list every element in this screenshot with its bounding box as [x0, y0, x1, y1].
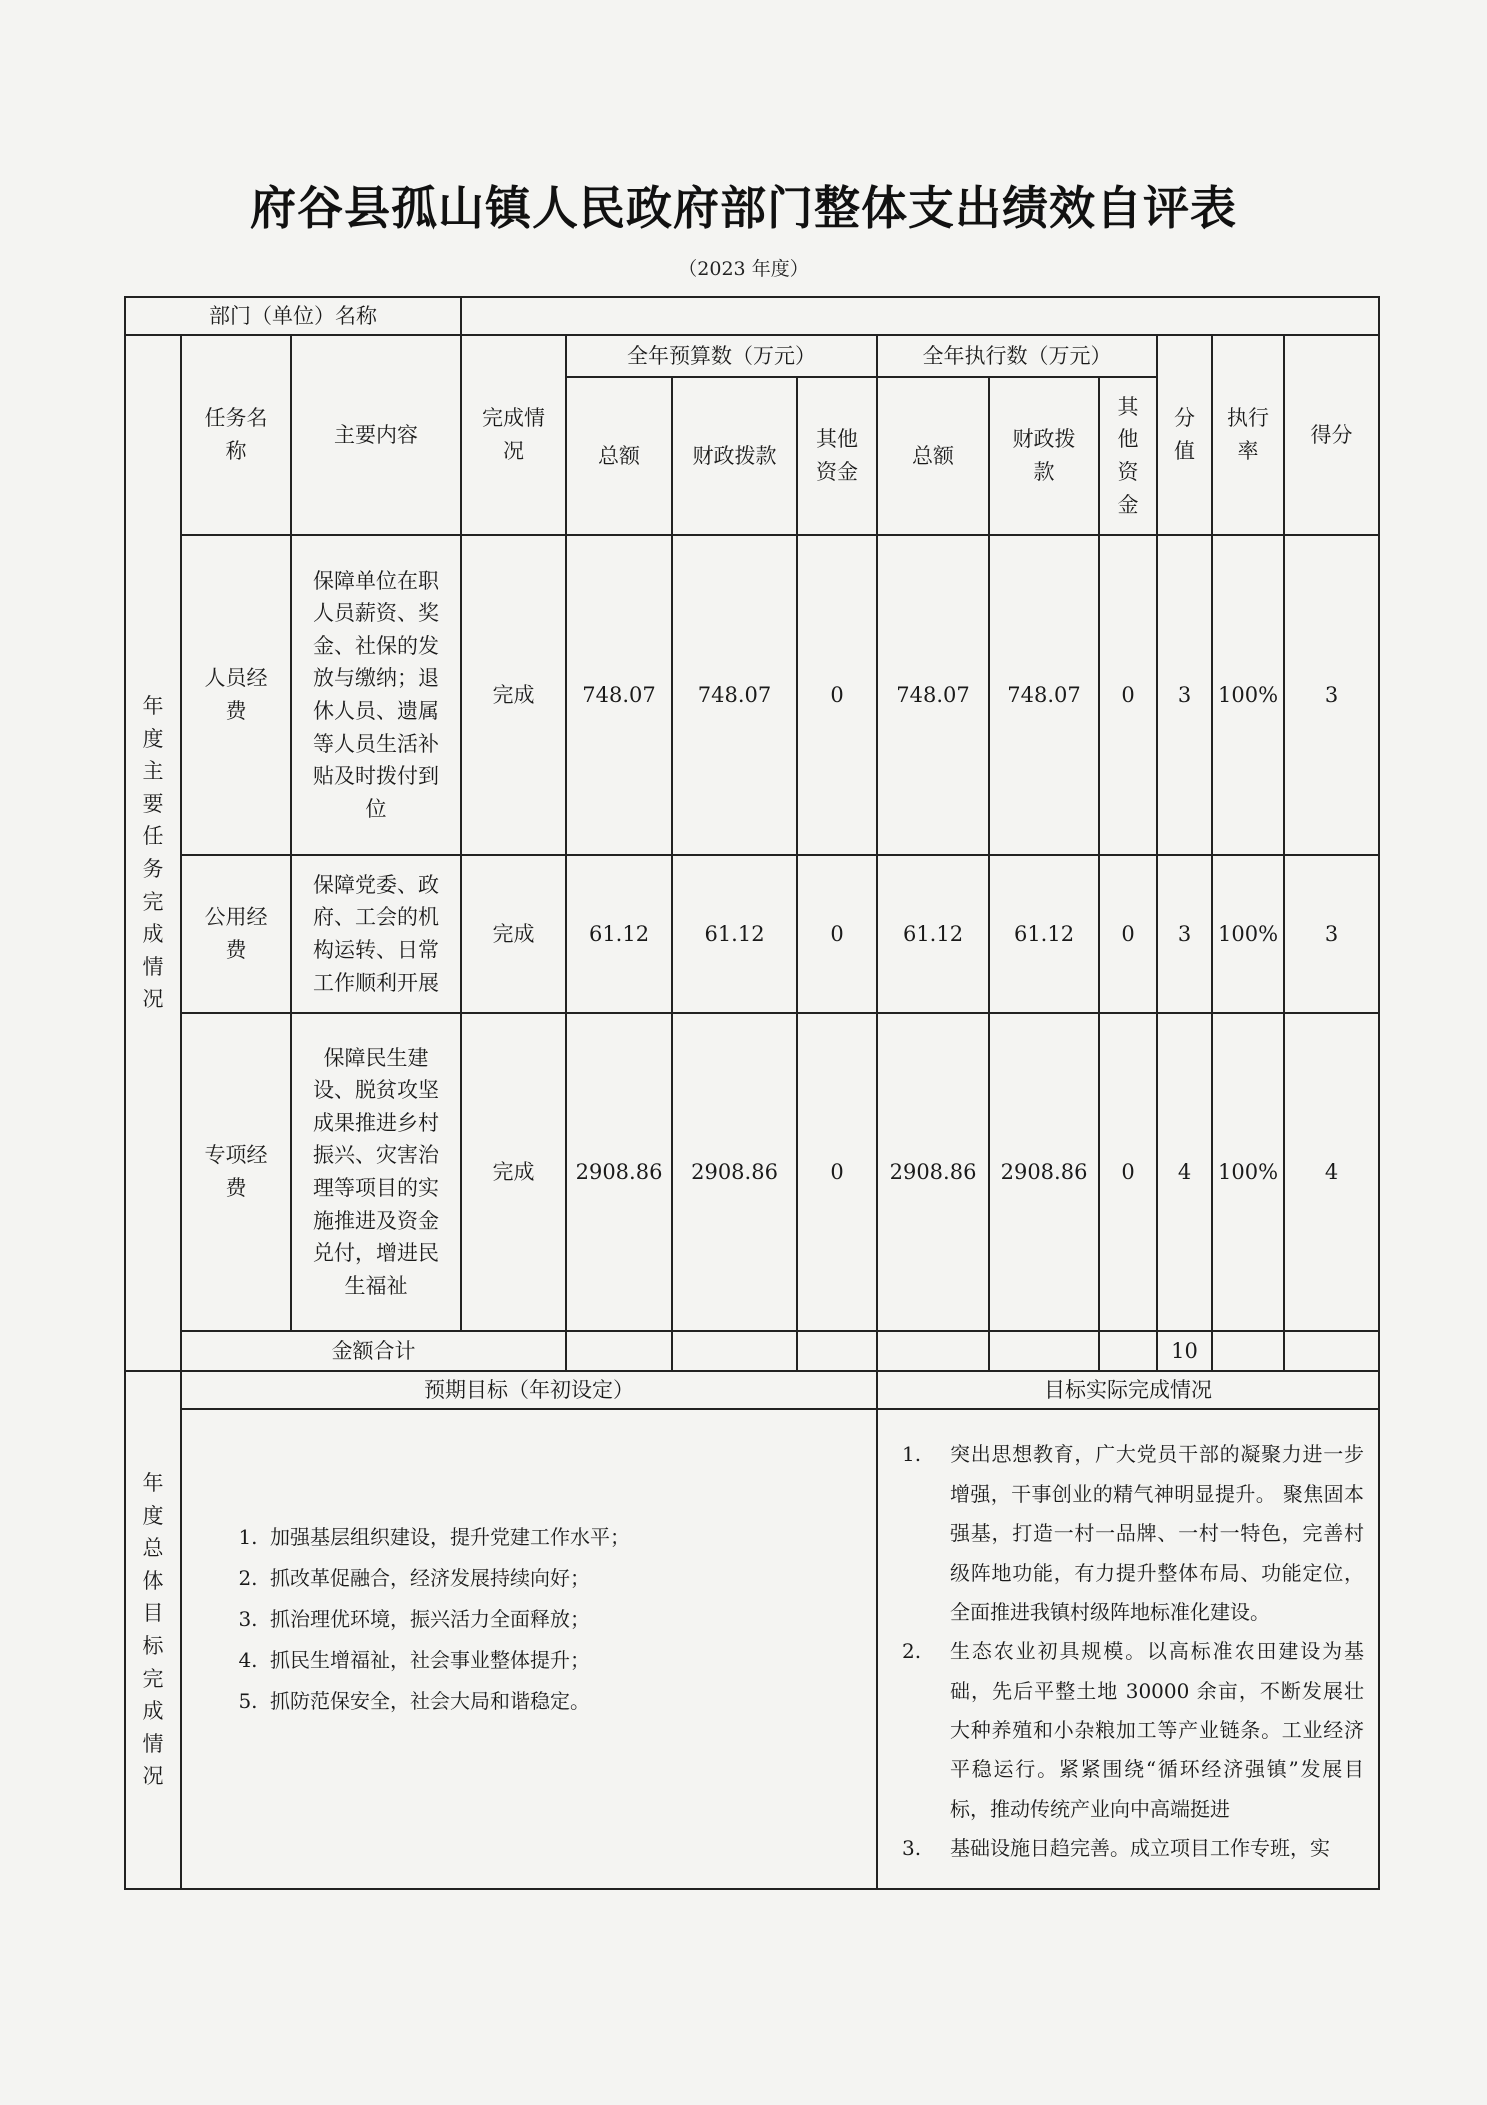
exec-fiscal: 748.07 [989, 535, 1099, 855]
table-row [125, 855, 1379, 1013]
total-row [125, 1331, 1379, 1371]
header-budget-total: 总额 [566, 377, 672, 535]
score: 3 [1284, 535, 1379, 855]
dept-label: 部门（单位）名称 [125, 297, 461, 335]
exec-fiscal: 61.12 [989, 855, 1099, 1013]
score: 3 [1284, 855, 1379, 1013]
weight: 4 [1157, 1013, 1212, 1331]
exec-total: 2908.86 [877, 1013, 989, 1331]
exec-rate: 100% [1212, 1013, 1284, 1331]
total-exec-total [877, 1331, 989, 1371]
budget-other: 0 [797, 535, 877, 855]
task-name: 公用经费 [181, 855, 291, 1013]
header-budget-other: 其他资金 [797, 377, 877, 535]
budget-total: 2908.86 [566, 1013, 672, 1331]
header-row-1 [125, 335, 1379, 377]
list-item: 1. 突出思想教育，广大党员干部的凝聚力进一步增强，干事创业的精气神明显提升。 聚焦固本强基，打造一村一品牌、一村一特色，完善村级阵地功能，有力提升整体布局、功能定位，全面推进我镇村级阵地标准化建设。 [902, 1442, 1365, 1624]
budget-total: 61.12 [566, 855, 672, 1013]
header-main-content: 主要内容 [291, 335, 461, 535]
total-exec-fiscal [989, 1331, 1099, 1371]
list-item: 3. 抓治理优环境，振兴活力全面释放； [238, 1606, 590, 1631]
actual-results-cell [877, 1409, 1379, 1889]
exec-other: 0 [1099, 1013, 1157, 1331]
weight: 3 [1157, 855, 1212, 1013]
dept-value [461, 297, 1379, 335]
header-score-value: 分值 [1157, 335, 1212, 535]
actual-results-list [882, 1429, 1374, 1868]
expected-goals-label: 预期目标（年初设定） [181, 1371, 877, 1409]
document-title: 府谷县孤山镇人民政府部门整体支出绩效自评表 [250, 181, 1237, 235]
goals-header-row [125, 1371, 1379, 1409]
header-completion: 完成情况 [461, 335, 566, 535]
total-budget-fiscal [672, 1331, 797, 1371]
total-budget-other [797, 1331, 877, 1371]
list-item: 2. 抓改革促融合，经济发展持续向好； [238, 1565, 590, 1590]
task-content: 保障党委、政府、工会的机构运转、日常工作顺利开展 [291, 855, 461, 1013]
exec-fiscal: 2908.86 [989, 1013, 1099, 1331]
list-item: 5. 抓防范保安全，社会大局和谐稳定。 [238, 1688, 590, 1713]
header-score: 得分 [1284, 335, 1379, 535]
table-row [125, 535, 1379, 855]
section1-label: 年度主要任务完成情况 [125, 335, 181, 1371]
total-rate [1212, 1331, 1284, 1371]
task-status: 完成 [461, 855, 566, 1013]
header-exec-rate: 执行率 [1212, 335, 1284, 535]
list-item: 3. 基础设施日趋完善。成立项目工作专班，实 [902, 1836, 1331, 1861]
task-status: 完成 [461, 535, 566, 855]
expected-goals-list [186, 1517, 650, 1722]
list-item: 2. 生态农业初具规模。以高标准农田建设为基础，先后平整土地 30000 余亩，不断发展壮大种养殖和小杂粮加工等产业链条。工业经济平稳运行。紧紧围绕“循环经济强镇”发展目标，推动传统产业向中高端挺进 [902, 1639, 1365, 1821]
task-content: 保障民生建设、脱贫攻坚成果推进乡村振兴、灾害治理等项目的实施推进及资金兑付，增进民生福祉 [291, 1013, 461, 1331]
section2-label: 年度总体目标完成情况 [125, 1371, 181, 1889]
exec-total: 748.07 [877, 535, 989, 855]
total-score [1284, 1331, 1379, 1371]
dept-row [125, 297, 1379, 335]
budget-other: 0 [797, 855, 877, 1013]
list-item: 1. 加强基层组织建设，提升党建工作水平； [238, 1524, 630, 1549]
list-item: 4. 抓民生增福祉，社会事业整体提升； [238, 1647, 590, 1672]
exec-total: 61.12 [877, 855, 989, 1013]
budget-fiscal: 748.07 [672, 535, 797, 855]
budget-fiscal: 2908.86 [672, 1013, 797, 1331]
document-year: （2023 年度） [678, 258, 809, 280]
task-status: 完成 [461, 1013, 566, 1331]
header-budget-group: 全年预算数（万元） [566, 335, 877, 377]
performance-table [124, 296, 1380, 1890]
expected-goals-cell [181, 1409, 877, 1889]
total-weight: 10 [1157, 1331, 1212, 1371]
header-exec-other: 其他资金 [1099, 377, 1157, 535]
task-name: 专项经费 [181, 1013, 291, 1331]
score: 4 [1284, 1013, 1379, 1331]
header-exec-fiscal: 财政拨款 [989, 377, 1099, 535]
exec-rate: 100% [1212, 855, 1284, 1013]
goals-content-row [125, 1409, 1379, 1889]
header-exec-group: 全年执行数（万元） [877, 335, 1157, 377]
actual-results-label: 目标实际完成情况 [877, 1371, 1379, 1409]
header-exec-total: 总额 [877, 377, 989, 535]
header-task-name: 任务名称 [181, 335, 291, 535]
weight: 3 [1157, 535, 1212, 855]
exec-other: 0 [1099, 535, 1157, 855]
task-content: 保障单位在职人员薪资、奖金、社保的发放与缴纳；退休人员、遗属等人员生活补贴及时拨付到位 [291, 535, 461, 855]
exec-rate: 100% [1212, 535, 1284, 855]
budget-total: 748.07 [566, 535, 672, 855]
total-budget-total [566, 1331, 672, 1371]
budget-other: 0 [797, 1013, 877, 1331]
budget-fiscal: 61.12 [672, 855, 797, 1013]
table-row [125, 1013, 1379, 1331]
header-budget-fiscal: 财政拨款 [672, 377, 797, 535]
total-exec-other [1099, 1331, 1157, 1371]
total-label: 金额合计 [181, 1331, 566, 1371]
exec-other: 0 [1099, 855, 1157, 1013]
task-name: 人员经费 [181, 535, 291, 855]
